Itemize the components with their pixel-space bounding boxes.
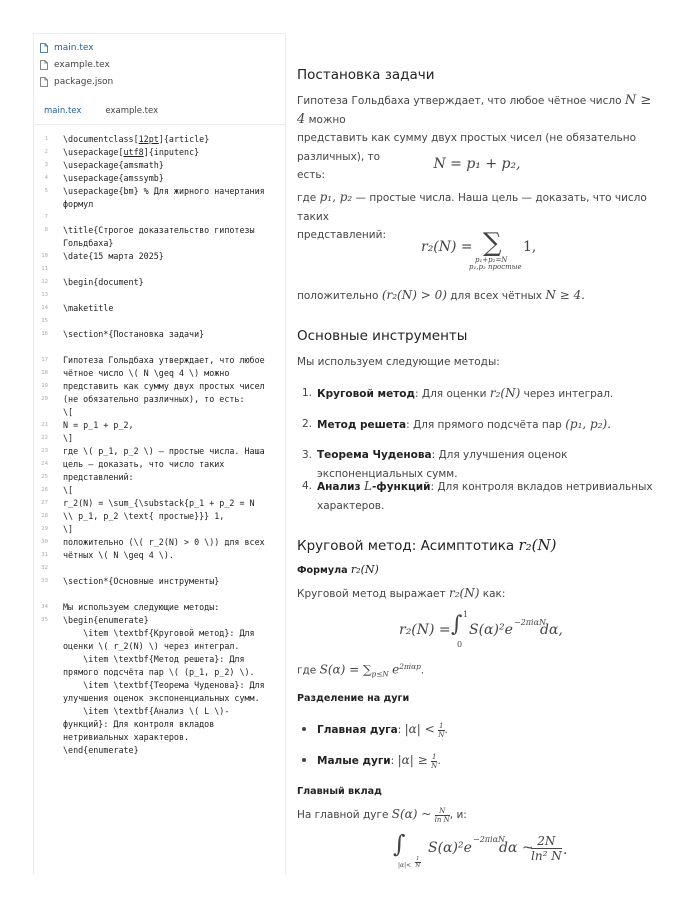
code-line[interactable] [34, 146, 285, 159]
list-item: 2. Метод решета: Для прямого подсчёта пар (p₁, p₂). [302, 417, 611, 431]
code-line[interactable] [34, 406, 285, 419]
code-text: \section*{Основные инструменты} [63, 576, 220, 586]
file-package-json[interactable] [40, 73, 285, 90]
code-line[interactable] [34, 731, 285, 744]
code-line[interactable] [34, 185, 285, 198]
paragraph: На главной дуге S(α) ~ $\frac{N}{\text{ln N}}$ , и: [297, 806, 467, 824]
line-number: 20 [41, 396, 48, 402]
line-number: 2 [44, 149, 48, 155]
file-label: main.tex [54, 42, 94, 53]
code-line[interactable] [34, 523, 285, 536]
code-line[interactable] [34, 458, 285, 471]
paragraph: Мы используем следующие методы: [297, 356, 500, 368]
list-item: Малые дуги: |α| ≥ $\frac{1}{N}$ . [297, 751, 657, 771]
line-number: 30 [41, 539, 48, 545]
code-line[interactable] [34, 354, 285, 367]
bullet-icon [302, 758, 306, 762]
code-text: \usepackage{amsmath} [63, 160, 164, 170]
code-line[interactable] [34, 133, 285, 146]
code-text: \maketitle [63, 303, 114, 313]
code-text: \title{Строгое доказательство гипотезы [63, 225, 255, 235]
code-text: формул [63, 199, 94, 209]
code-text: \date{15 марта 2025} [63, 251, 164, 261]
line-number: 17 [41, 357, 48, 363]
line-number: 8 [44, 227, 48, 233]
paragraph: где p₁, p₂ — простые числа. Наша цель — доказать, что число таких представлений: [297, 190, 647, 241]
code-text: \] [63, 524, 74, 534]
file-icon [40, 43, 48, 53]
line-number: 34 [41, 604, 48, 610]
code-text: \item \textbf{Круговой метод}: Для [63, 628, 255, 638]
code-line[interactable] [34, 549, 285, 562]
code-line[interactable] [34, 575, 285, 588]
list-item: 1. Круговой метод: Для оценки r₂(N) через интеграл. [302, 386, 614, 400]
code-line[interactable] [34, 510, 285, 523]
line-number: 23 [41, 448, 48, 454]
file-label: example.tex [54, 59, 110, 70]
code-line[interactable] [34, 419, 285, 432]
line-number: 24 [41, 461, 48, 467]
code-text: \item \textbf{Теорема Чуденова}: Для [63, 680, 265, 690]
code-text: \usepackage[utf8]{inputenc} [63, 147, 200, 157]
tab-main-tex[interactable]: main.tex [44, 105, 82, 116]
line-number: 5 [44, 188, 48, 194]
bullet-icon [302, 727, 306, 731]
code-line[interactable] [34, 445, 285, 458]
line-number: 12 [41, 279, 48, 285]
code-line[interactable] [34, 640, 285, 653]
code-text: \begin{enumerate} [63, 615, 149, 625]
line-number: 3 [44, 162, 48, 168]
file-example-tex[interactable] [40, 56, 285, 73]
line-number: 35 [41, 617, 48, 623]
code-line[interactable] [34, 653, 285, 666]
paragraph: Круговой метод выражает r₂(N) как: [297, 586, 506, 600]
code-text: улучшения оценок экспоненциальных сумм. [63, 693, 260, 703]
code-text: чётное число \( N \geq 4 \) можно [63, 368, 230, 378]
code-line[interactable] [34, 705, 285, 718]
code-text: где \( p_1, p_2 \) — простые числа. Наша [63, 446, 265, 456]
subsection-title: Разделение на дуги [297, 693, 410, 704]
section-title: Основные инструменты [297, 328, 468, 344]
code-text: чётных \( N \geq 4 \). [63, 550, 174, 560]
line-number: 10 [41, 253, 48, 259]
code-line[interactable] [34, 536, 285, 549]
code-line[interactable] [34, 718, 285, 731]
list-item: 4. Анализ L-функций: Для контроля вкладов нетривиальных характеров. [302, 479, 653, 512]
paragraph: положительно (r₂(N) > 0) для всех чётных N ≥ 4. [297, 288, 585, 302]
section-title: Круговой метод: Асимптотика r₂(N) [297, 536, 557, 554]
tab-example-tex[interactable]: example.tex [105, 105, 159, 116]
code-line[interactable] [34, 666, 285, 679]
equation: ∫ |α|< $\frac{1}{N}$ S(α)²e −2πiαN dα ~ $\frac{2N}{\text{ln² N}}$ . [393, 830, 568, 869]
editor-tabs [34, 97, 285, 125]
file-label: package.json [54, 76, 114, 87]
section-title: Постановка задачи [297, 67, 435, 83]
file-icon [40, 77, 48, 87]
line-number: 27 [41, 500, 48, 506]
file-main-tex[interactable] [40, 39, 285, 56]
subsection-title: Формула r₂(N) [297, 563, 379, 576]
line-number: 11 [41, 266, 48, 272]
code-text: \end{enumerate} [63, 745, 139, 755]
code-line[interactable] [34, 159, 285, 172]
code-text: r_2(N) = \sum_{\substack{p_1 + p_2 = N [63, 498, 255, 508]
code-line[interactable] [34, 601, 285, 614]
line-number: 31 [41, 552, 48, 558]
paragraph: где $S(\alpha) = \sum_{p\le N}$ $e^{2\pi i\alpha p}$. [297, 662, 425, 679]
code-line[interactable] [34, 614, 285, 627]
code-text: \usepackage{bm} % Для жирного начертания [63, 186, 265, 196]
line-number: 22 [41, 435, 48, 441]
list-item: 3. Теорема Чуденова: Для улучшения оценок экспоненциальных сумм. [302, 449, 568, 480]
code-line[interactable] [34, 198, 285, 211]
code-text: \section*{Постановка задачи} [63, 329, 205, 339]
code-line[interactable] [34, 224, 285, 237]
code-line[interactable] [34, 328, 285, 341]
line-number: 18 [41, 370, 48, 376]
paragraph: Гипотеза Гольдбаха утверждает, что любое чётное число N ≥ 4 можно представить как сумму двух простых чисел (не обязательно различных), то есть: [297, 93, 652, 181]
code-line[interactable] [34, 562, 285, 575]
code-text: Гольдбаха} [63, 238, 114, 248]
line-number: 32 [41, 565, 48, 571]
line-number: 4 [44, 175, 48, 181]
line-number: 7 [44, 214, 48, 220]
subsection-title: Главный вклад [297, 786, 382, 797]
line-number: 29 [41, 526, 48, 532]
editor-pane [33, 33, 286, 875]
equation: N = p₁ + p₂, [433, 156, 521, 172]
line-number: 16 [41, 331, 48, 337]
code-line[interactable] [34, 315, 285, 328]
line-number: 19 [41, 383, 48, 389]
code-line[interactable] [34, 393, 285, 406]
line-number: 15 [41, 318, 48, 324]
code-line[interactable] [34, 692, 285, 705]
code-line[interactable] [34, 302, 285, 315]
code-line[interactable] [34, 484, 285, 497]
code-text: оценки \( r_2(N) \) через интеграл. [63, 641, 240, 651]
code-text: \item \textbf{Метод решета}: Для [63, 654, 245, 664]
code-line[interactable] [34, 744, 285, 757]
code-text: \item \textbf{Анализ \( L \)- [63, 706, 230, 716]
code-text: функций}: Для контроля вкладов [63, 719, 215, 729]
code-line[interactable] [34, 497, 285, 510]
code-text: N = p_1 + p_2, [63, 420, 134, 430]
code-line[interactable] [34, 627, 285, 640]
file-icon [40, 60, 48, 70]
code-line[interactable] [34, 588, 285, 601]
code-text: \] [63, 433, 74, 443]
line-number: 21 [41, 422, 48, 428]
line-number: 26 [41, 487, 48, 493]
code-line[interactable] [34, 679, 285, 692]
list-item: Главная дуга: |α| < $\frac{1}{N}$ . [297, 720, 657, 740]
code-line[interactable] [34, 263, 285, 276]
code-text: Гипотеза Гольдбаха утверждает, что любое [63, 355, 265, 365]
code-line[interactable] [34, 250, 285, 263]
code-line[interactable] [34, 341, 285, 354]
code-text: \[ [63, 485, 74, 495]
code-text: нетривиальных характеров. [63, 732, 190, 742]
code-line[interactable] [34, 237, 285, 250]
code-line[interactable] [34, 432, 285, 445]
code-text: \usepackage{amssymb} [63, 173, 164, 183]
line-number: 1 [44, 136, 48, 142]
code-line[interactable] [34, 211, 285, 224]
line-number: 28 [41, 513, 48, 519]
code-line[interactable] [34, 380, 285, 393]
code-text: положительно (\( r_2(N) > 0 \)) для всех [63, 537, 265, 547]
line-number: 33 [41, 578, 48, 584]
equation: r₂(N) = ∑ p₁+p₂=N p₁,p₂ простые 1, [421, 228, 537, 271]
code-text: Мы используем следующие методы: [63, 602, 220, 612]
code-text: \[ [63, 407, 74, 417]
code-text: представлений: [63, 472, 134, 482]
equation: r₂(N) = ∫ 1 0 S(α)²e −2πiαN dα, [399, 610, 563, 649]
code-text: цель — доказать, что число таких [63, 459, 225, 469]
line-number: 13 [41, 292, 48, 298]
code-text: прямого подсчёта пар \( (p_1, p_2) \). [63, 667, 255, 677]
code-text: представить как сумму двух простых чисел [63, 381, 265, 391]
code-line[interactable] [34, 172, 285, 185]
line-number: 14 [41, 305, 48, 311]
preview-pane [297, 0, 667, 906]
code-line[interactable] [34, 367, 285, 380]
code-text: (не обязательно различных), то есть: [63, 394, 245, 404]
code-text: \\ p_1, p_2 \text{ простые}}} 1, [63, 511, 225, 521]
code-line[interactable] [34, 289, 285, 302]
code-line[interactable] [34, 471, 285, 484]
code-text: \begin{document} [63, 277, 144, 287]
line-number: 25 [41, 474, 48, 480]
code-line[interactable] [34, 276, 285, 289]
file-tree [34, 34, 285, 90]
code-text: \documentclass[12pt]{article} [63, 134, 210, 144]
